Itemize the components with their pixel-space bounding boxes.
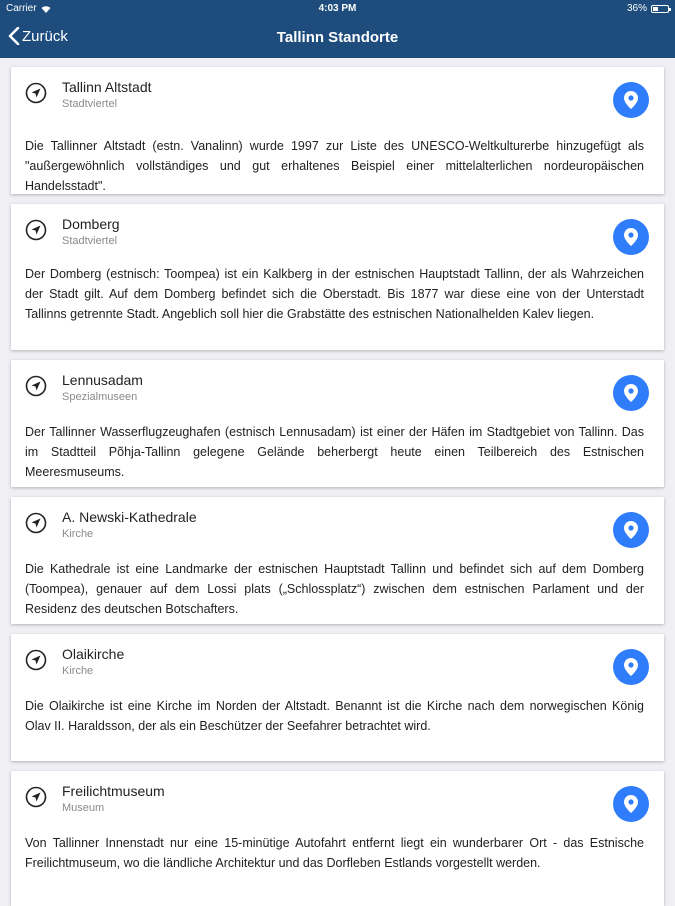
show-on-map-button[interactable] — [613, 512, 649, 548]
navigation-arrow-icon — [25, 375, 47, 397]
navigation-arrow-icon — [25, 512, 47, 534]
navigation-arrow-icon — [25, 219, 47, 241]
item-description: Die Kathedrale ist eine Landmarke der estnischen Hauptstadt Tallinn und befindet sich auf dem Domberg (Toompea), genauer auf dem Lossi plats („Schlossplatz“) zwischen dem estnischen Parlament und der Residenz des deutschen Botschafters. — [25, 562, 644, 616]
back-button-label: Zurück — [22, 27, 68, 45]
item-description: Der Tallinner Wasserflugzeughafen (estnisch Lennusadam) ist einer der Häfen im Stadtgebiet von Tallinn. Das im Stadtteil Põhja-Tallinn gelegene Gelände beherbergt heute einen Teilbereich des Estnischen Meeresmuseums. — [25, 425, 644, 479]
show-on-map-button[interactable] — [613, 649, 649, 685]
item-description: Von Tallinner Innenstadt nur eine 15-minütige Autofahrt entfernt liegt ein wunderbarer Ort - das Estnische Freilichtmuseum, wo die ländliche Architektur und das Dorfleben Estlands vorgestellt werden. — [25, 836, 644, 870]
item-category: Kirche — [62, 528, 94, 540]
list-item[interactable] — [11, 771, 664, 906]
list-item[interactable] — [11, 204, 664, 350]
item-category: Spezialmuseen — [62, 391, 138, 403]
list-item[interactable] — [11, 360, 664, 487]
map-pin-icon — [624, 91, 638, 109]
status-bar — [0, 0, 675, 18]
show-on-map-button[interactable] — [613, 82, 649, 118]
item-title: A. Newski-Kathedrale — [62, 509, 197, 525]
show-on-map-button[interactable] — [613, 375, 649, 411]
item-title: Olaikirche — [62, 646, 125, 662]
show-on-map-button[interactable] — [613, 219, 649, 255]
item-category: Stadtviertel — [62, 235, 118, 247]
list-item[interactable] — [11, 497, 664, 624]
item-title: Freilichtmuseum — [62, 783, 165, 799]
list-item[interactable] — [11, 634, 664, 761]
map-pin-icon — [624, 228, 638, 246]
map-pin-icon — [624, 658, 638, 676]
item-category: Museum — [62, 802, 105, 814]
status-time: 4:03 PM — [318, 3, 357, 14]
item-title: Tallinn Altstadt — [62, 79, 152, 95]
navigation-arrow-icon — [25, 786, 47, 808]
battery-percent: 36% — [626, 3, 647, 14]
map-pin-icon — [624, 795, 638, 813]
map-pin-icon — [624, 521, 638, 539]
item-title: Lennusadam — [62, 372, 143, 388]
navigation-bar — [0, 18, 675, 58]
item-description: Der Domberg (estnisch: Toompea) ist ein Kalkberg in der estnischen Hauptstadt Tallinn, der als Wahrzeichen der Stadt gilt. Auf dem Domberg befindet sich die Oberstadt. Bis 1877 war diese eine von der Unterstadt Tallinns getrennte Stadt. Angeblich soll hier die Grabstätte des estnischen Nationalhelden Kalev liegen. — [25, 267, 644, 321]
item-description: Die Olaikirche ist eine Kirche im Norden der Altstadt. Benannt ist die Kirche nach dem norwegischen König Olav II. Haraldsson, der als ein Beschützer der Seefahrer betrachtet wird. — [25, 699, 644, 733]
battery-icon — [651, 5, 669, 13]
show-on-map-button[interactable] — [613, 786, 649, 822]
navigation-arrow-icon — [25, 82, 47, 104]
item-title: Domberg — [62, 216, 120, 232]
item-description: Die Tallinner Altstadt (estn. Vanalinn) wurde 1997 zur Liste des UNESCO-Weltkulturerbe hinzugefügt als "außergewöhnlich vollständiges und gut erhaltenes Beispiel einer mittelalterlichen nordeuropäischen Handelsstadt". — [25, 139, 644, 193]
map-pin-icon — [624, 384, 638, 402]
status-right — [627, 3, 669, 14]
item-category: Kirche — [62, 665, 94, 677]
list-item[interactable] — [11, 67, 664, 194]
page-title: Tallinn Standorte — [276, 29, 399, 46]
item-category: Stadtviertel — [62, 98, 118, 110]
carrier-label: Carrier — [6, 3, 37, 14]
navigation-arrow-icon — [25, 649, 47, 671]
